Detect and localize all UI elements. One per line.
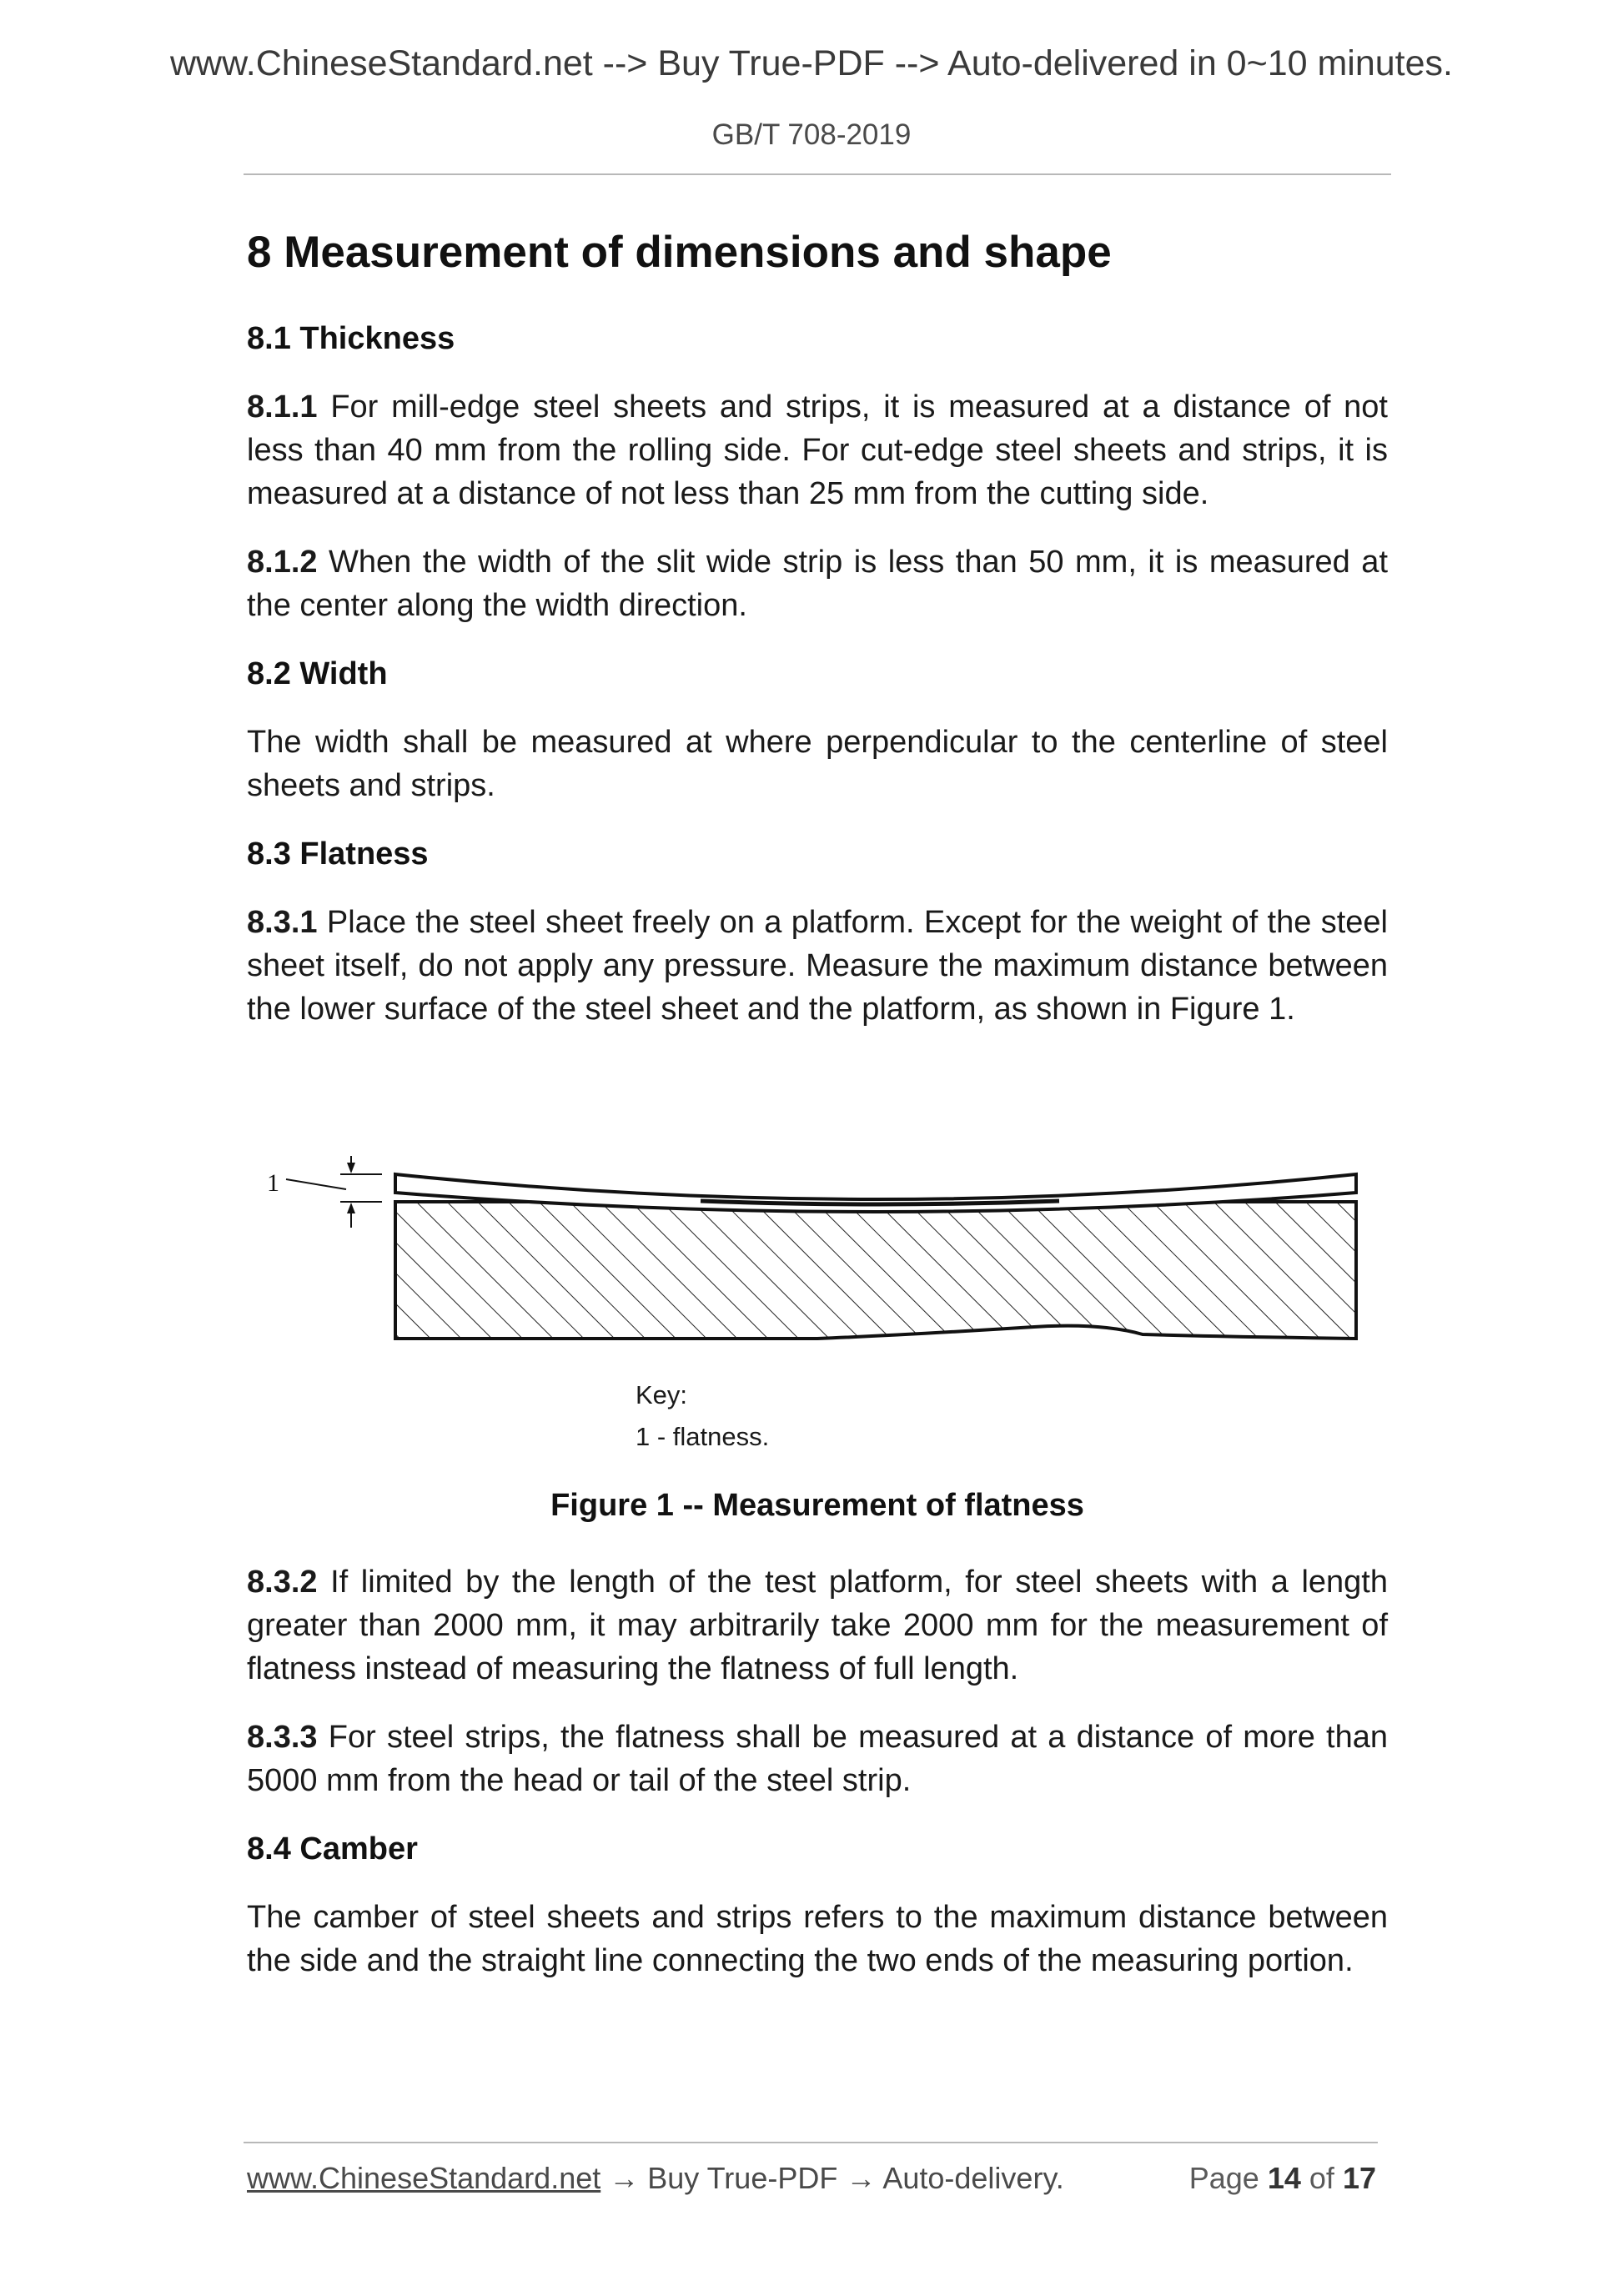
header-banner: www.ChineseStandard.net --> Buy True-PDF --> Auto-delivered in 0~10 minutes. bbox=[169, 43, 1453, 83]
of-word: of bbox=[1309, 2161, 1334, 2195]
clause-number: 8.3.3 bbox=[247, 1720, 318, 1755]
page-total: 17 bbox=[1342, 2161, 1376, 2195]
key-title: Key: bbox=[636, 1380, 688, 1409]
clause-number: 8.1.2 bbox=[247, 545, 318, 580]
page-word: Page bbox=[1188, 2161, 1259, 2195]
footer-tagline: → Buy True-PDF → Auto-delivery. bbox=[609, 2161, 1064, 2195]
key-item: 1 - flatness. bbox=[636, 1422, 770, 1451]
footer-divider bbox=[244, 2142, 1378, 2143]
clause-text: If limited by the length of the test platform, for steel sheets with a length greater than 2000 mm, it may arbitrarily take 2000 mm for the measurement of flatness instead of measuring the flatness of full length. bbox=[247, 1565, 1388, 1686]
figure-caption: Figure 1 -- Measurement of flatness bbox=[550, 1488, 1084, 1523]
heading-flatness: 8.3 Flatness bbox=[247, 837, 429, 872]
standard-code: GB/T 708-2019 bbox=[711, 118, 912, 151]
page-indicator bbox=[1189, 2161, 1376, 2196]
heading-camber: 8.4 Camber bbox=[247, 1831, 418, 1866]
page-content bbox=[247, 224, 1388, 2007]
header-divider bbox=[244, 173, 1391, 175]
callout-number: 1 bbox=[267, 1169, 279, 1197]
flatness-diagram bbox=[234, 1081, 1401, 1356]
clause-8-3-3 bbox=[247, 1716, 1388, 1802]
figure-key bbox=[636, 1374, 1388, 1458]
platform bbox=[395, 1202, 1356, 1339]
clause-number: 8.1.1 bbox=[247, 389, 318, 425]
clause-text: Place the steel sheet freely on a platform. Except for the weight of the steel sheet itself, do not apply any pressure. Measure the maximum distance between the lower surface of the steel sheet and the platform, as shown in Figure 1. bbox=[247, 905, 1388, 1027]
footer-site-link[interactable]: www.ChineseStandard.net bbox=[247, 2161, 601, 2195]
clause-text: For mill-edge steel sheets and strips, it is measured at a distance of not less than 40 mm from the rolling side. For cut-edge steel sheets and strips, it is measured at a distance of not less than 25 mm from the cutting side. bbox=[247, 389, 1388, 511]
section-title: 8 Measurement of dimensions and shape bbox=[247, 228, 1112, 277]
clause-8-2: The width shall be measured at where perpendicular to the centerline of steel sheets and strips. bbox=[247, 725, 1388, 803]
clause-number: 8.3.1 bbox=[247, 905, 318, 940]
heading-thickness: 8.1 Thickness bbox=[247, 321, 455, 356]
clause-text: For steel strips, the flatness shall be measured at a distance of more than 5000 mm from the head or tail of the steel strip. bbox=[247, 1720, 1389, 1798]
clause-8-1-1 bbox=[247, 385, 1388, 515]
clause-8-1-2 bbox=[247, 540, 1388, 627]
clause-8-4: The camber of steel sheets and strips refers to the maximum distance between the side and the straight line connecting the two ends of the measuring portion. bbox=[247, 1900, 1388, 1978]
footer-links bbox=[247, 2161, 1064, 2196]
clause-8-3-1 bbox=[247, 901, 1388, 1031]
heading-width: 8.2 Width bbox=[247, 656, 388, 691]
flatness-dimension bbox=[267, 1156, 382, 1228]
figure-flatness bbox=[247, 1081, 1388, 1356]
clause-number: 8.3.2 bbox=[247, 1565, 318, 1600]
clause-text: When the width of the slit wide strip is less than 50 mm, it is measured at the center along the width direction. bbox=[247, 545, 1388, 623]
clause-8-3-2 bbox=[247, 1560, 1388, 1691]
page-current: 14 bbox=[1267, 2161, 1301, 2195]
